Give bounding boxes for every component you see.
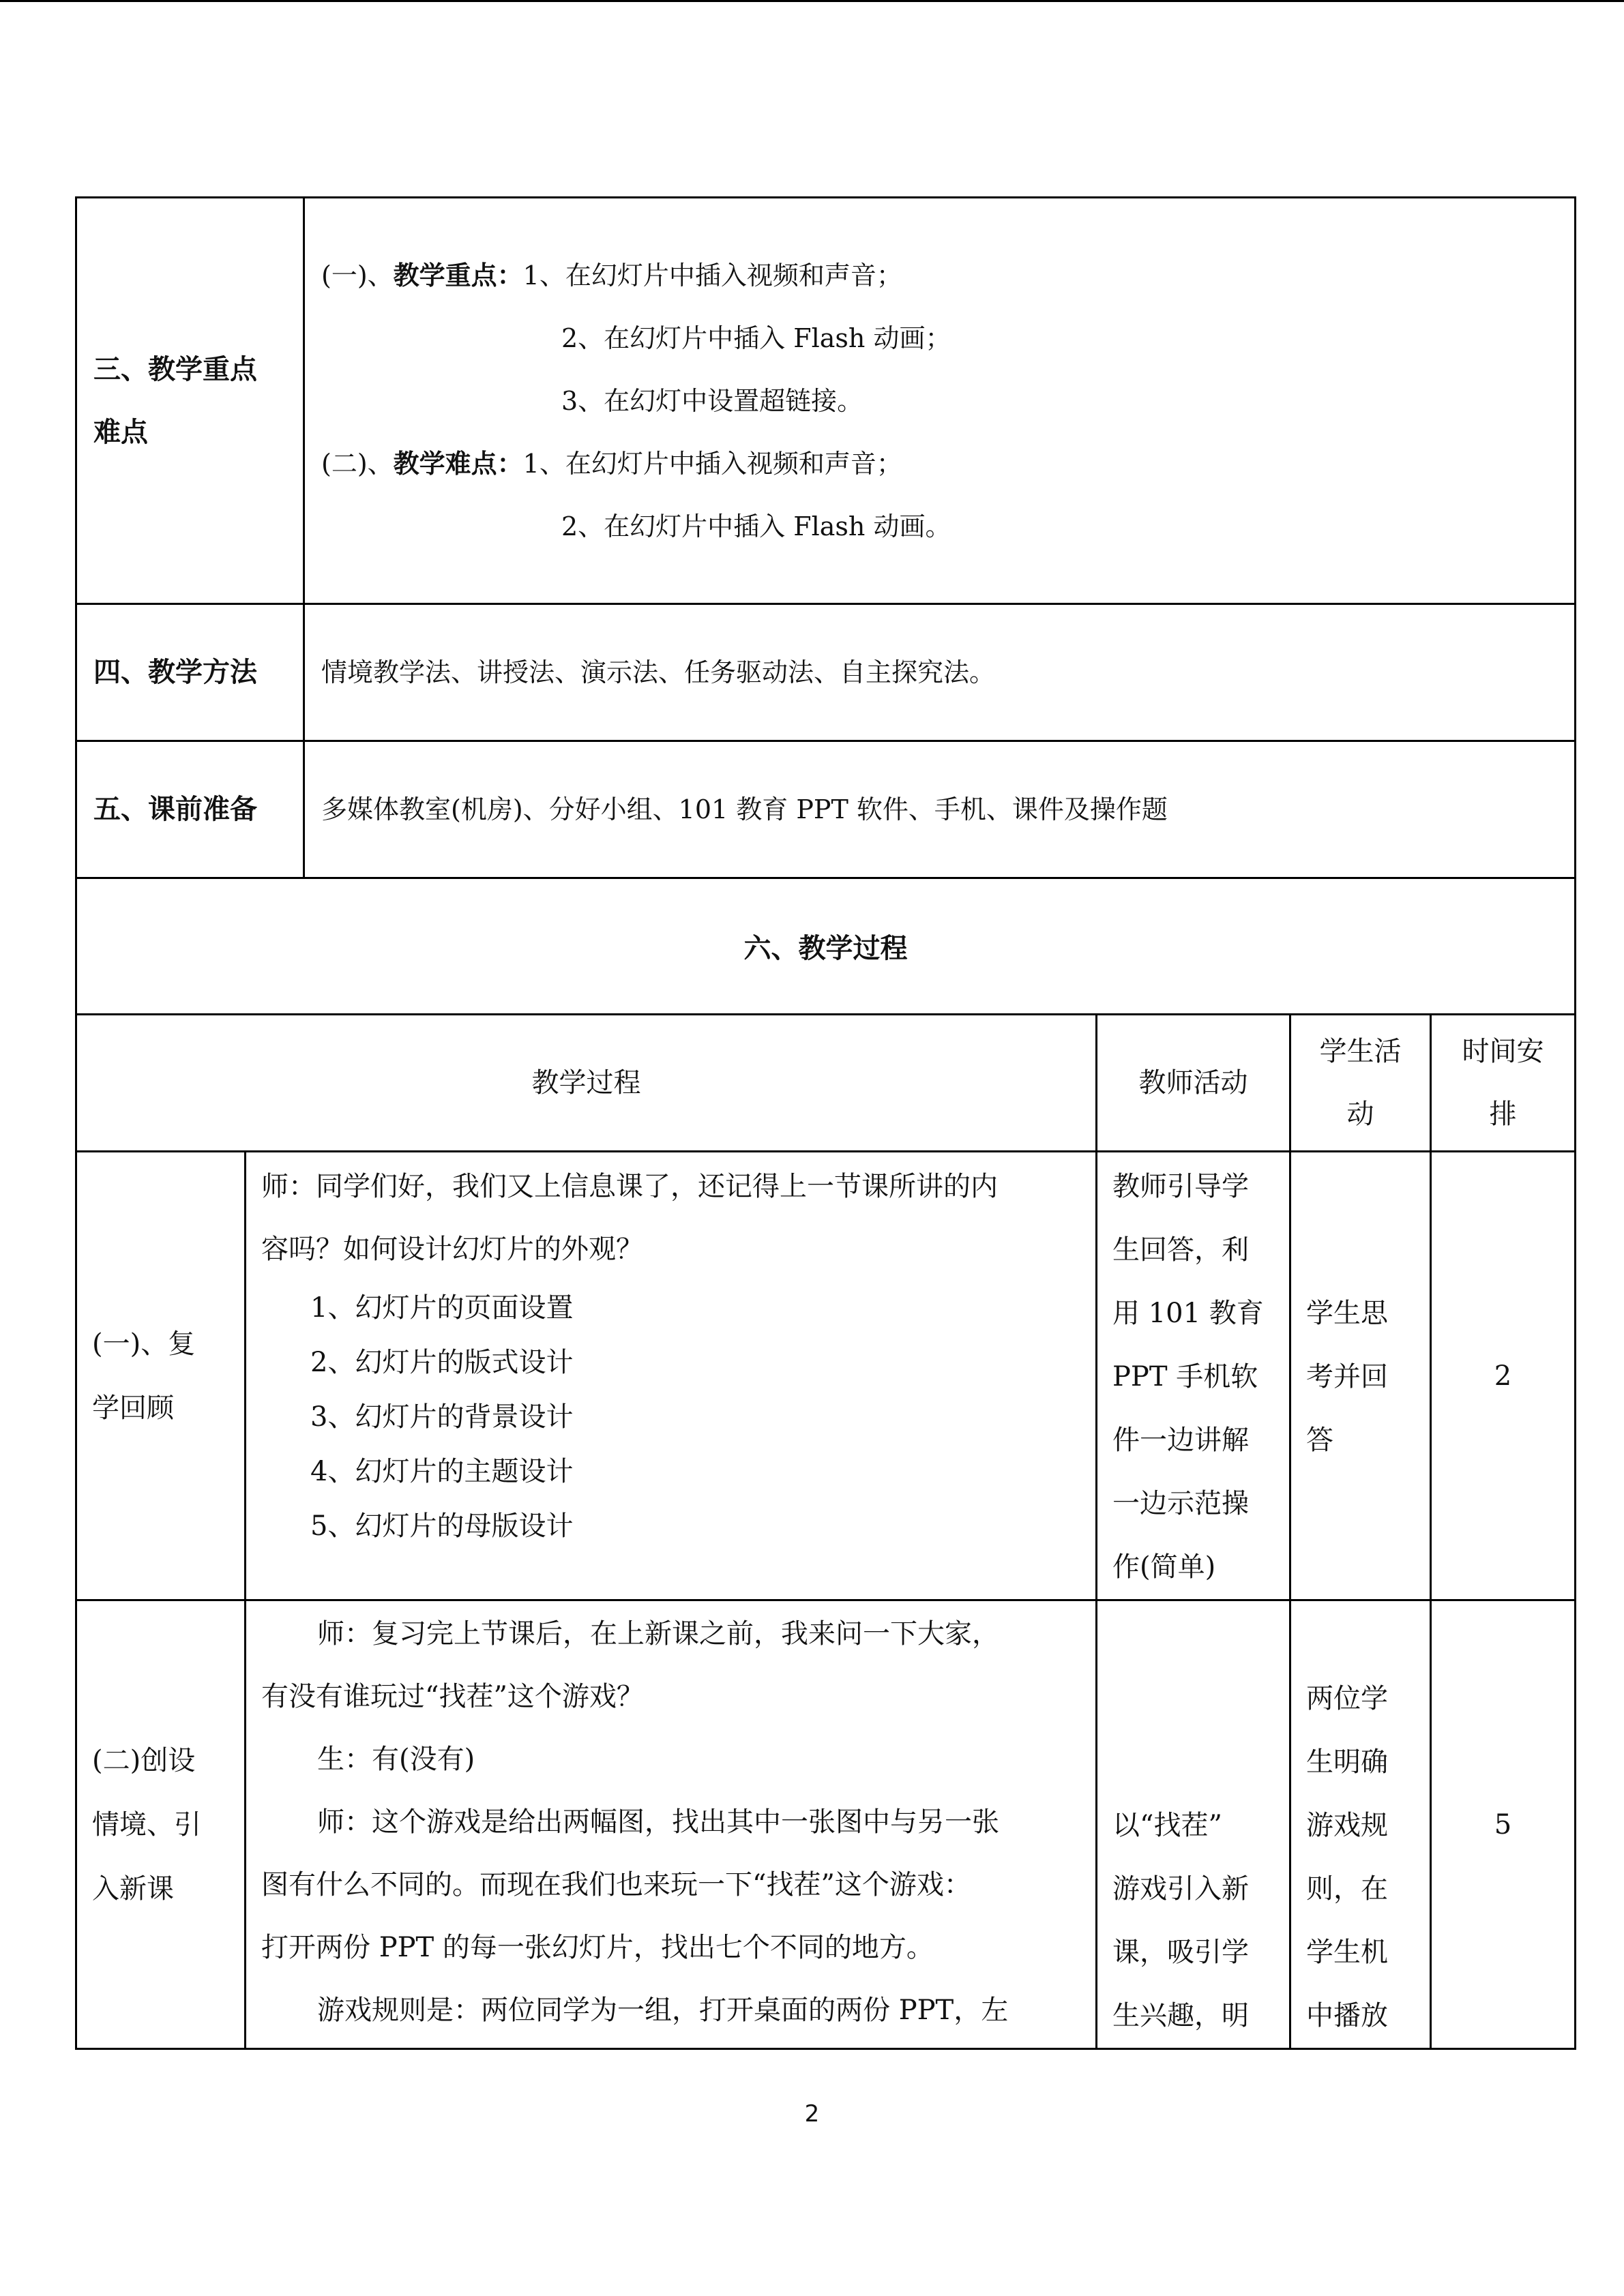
methods-row (76, 604, 1576, 741)
time-cell: 2 (1431, 1152, 1576, 1600)
key-points-label-line: 三、教学重点 (93, 353, 257, 385)
preparation-row (76, 741, 1576, 878)
phase-line: 入新课 (92, 1873, 174, 1905)
header-line: 学生活 (1319, 1036, 1402, 1067)
top-border-line (0, 0, 1624, 2)
process-text-cell (246, 1152, 1097, 1600)
student-line: 学生机 (1306, 1937, 1388, 1968)
teacher-line: 游戏引入新 (1112, 1873, 1249, 1905)
teacher-line: 作(简单) (1112, 1551, 1216, 1583)
phase-line: (二)创设 (92, 1744, 196, 1776)
key-points-content (304, 198, 1576, 604)
process-section-title: 六、教学过程 (76, 878, 1576, 1015)
text-line: 师：同学们好，我们又上信息课了，还记得上一节课所讲的内 (261, 1171, 998, 1202)
student-line: 则，在 (1306, 1873, 1388, 1905)
list-item: 4、幻灯片的主题设计 (310, 1456, 574, 1487)
teacher-line: 生兴趣，明 (1112, 2000, 1249, 2031)
list-item: 3、幻灯片的背景设计 (310, 1401, 574, 1433)
student-line: 考并回 (1306, 1361, 1388, 1392)
student-line: 生明确 (1306, 1746, 1388, 1778)
lesson-plan-table (75, 196, 1576, 1015)
teacher-line: 课，吸引学 (1112, 1937, 1249, 1968)
process-text-cell (246, 1600, 1097, 2049)
time-cell: 5 (1431, 1600, 1576, 2049)
page-number: 2 (804, 2100, 820, 2128)
student-line: 答 (1306, 1425, 1333, 1456)
teacher-line: 教师引导学 (1112, 1171, 1249, 1202)
header-time (1431, 1015, 1576, 1152)
table-row (76, 1600, 1576, 2049)
text-line: 师：复习完上节课后，在上新课之前，我来问一下大家， (317, 1618, 999, 1650)
student-activity-cell (1290, 1600, 1431, 2049)
header-line: 时间安 (1462, 1036, 1544, 1067)
text-line: 有没有谁玩过“找茬”这个游戏？ (261, 1681, 644, 1712)
difficulty-line (321, 432, 1574, 495)
difficulty-title: 教学难点： (393, 448, 523, 479)
teacher-line: 以“找茬” (1112, 1810, 1222, 1841)
table-row (76, 1152, 1576, 1600)
teacher-line: 生回答，利 (1112, 1234, 1249, 1266)
process-header-row (76, 1015, 1576, 1152)
list-item: 5、幻灯片的母版设计 (310, 1510, 574, 1542)
phase-line: 学回顾 (92, 1392, 174, 1424)
student-line: 学生思 (1306, 1298, 1388, 1329)
student-line: 游戏规 (1306, 1810, 1388, 1841)
header-teacher-activity: 教师活动 (1097, 1015, 1290, 1152)
preparation-label: 五、课前准备 (76, 741, 304, 878)
focus-title: 教学重点： (393, 260, 523, 290)
teaching-process-table (75, 1013, 1576, 2050)
phase-line: 情境、引 (92, 1808, 201, 1840)
phase-line: (一)、复 (92, 1328, 196, 1360)
focus-item: 1、在幻灯片中插入视频和声音； (522, 260, 902, 290)
header-line: 排 (1489, 1099, 1517, 1130)
teacher-line: PPT 手机软 (1112, 1361, 1258, 1392)
focus-prefix: (一)、 (321, 260, 394, 290)
difficulty-item: 1、在幻灯片中插入视频和声音； (522, 448, 902, 479)
student-activity-cell (1290, 1152, 1431, 1600)
text-line: 容吗？如何设计幻灯片的外观？ (261, 1234, 643, 1265)
list-item: 2、幻灯片的版式设计 (310, 1347, 574, 1378)
focus-line (321, 244, 1574, 307)
student-line: 中播放 (1306, 2000, 1388, 2031)
teacher-line: 一边示范操 (1112, 1488, 1249, 1519)
header-line: 动 (1346, 1099, 1374, 1130)
difficulty-prefix: (二)、 (321, 448, 394, 479)
focus-item: 2、在幻灯片中插入 Flash 动画； (561, 323, 951, 353)
text-line: 师：这个游戏是给出两幅图，找出其中一张图中与另一张 (317, 1806, 999, 1838)
list-item: 1、幻灯片的页面设置 (310, 1292, 574, 1324)
process-title-row (76, 878, 1576, 1015)
methods-label: 四、教学方法 (76, 604, 304, 741)
text-line: 游戏规则是：两位同学为一组，打开桌面的两份 PPT，左 (317, 1995, 1009, 2026)
key-points-row (76, 198, 1576, 604)
student-line: 两位学 (1306, 1683, 1388, 1714)
preparation-content: 多媒体教室(机房)、分好小组、101 教育 PPT 软件、手机、课件及操作题 (304, 741, 1576, 878)
teacher-activity-cell (1097, 1600, 1290, 2049)
text-line: 打开两份 PPT 的每一张幻灯片，找出七个不同的地方。 (261, 1932, 934, 1963)
teacher-line: 件一边讲解 (1112, 1425, 1249, 1456)
header-process: 教学过程 (76, 1015, 1097, 1152)
difficulty-item: 2、在幻灯片中插入 Flash 动画。 (561, 511, 951, 541)
methods-content: 情境教学法、讲授法、演示法、任务驱动法、自主探究法。 (304, 604, 1576, 741)
teacher-line: 用 101 教育 (1112, 1298, 1264, 1329)
phase-cell (76, 1600, 246, 2049)
text-line: 生：有(没有) (317, 1744, 475, 1775)
text-line: 图有什么不同的。而现在我们也来玩一下“找茬”这个游戏： (261, 1869, 971, 1900)
focus-item: 3、在幻灯中设置超链接。 (561, 385, 863, 416)
header-student-activity (1290, 1015, 1431, 1152)
key-points-label (76, 198, 304, 604)
key-points-label-line: 难点 (93, 416, 148, 448)
teacher-activity-cell (1097, 1152, 1290, 1600)
phase-cell (76, 1152, 246, 1600)
